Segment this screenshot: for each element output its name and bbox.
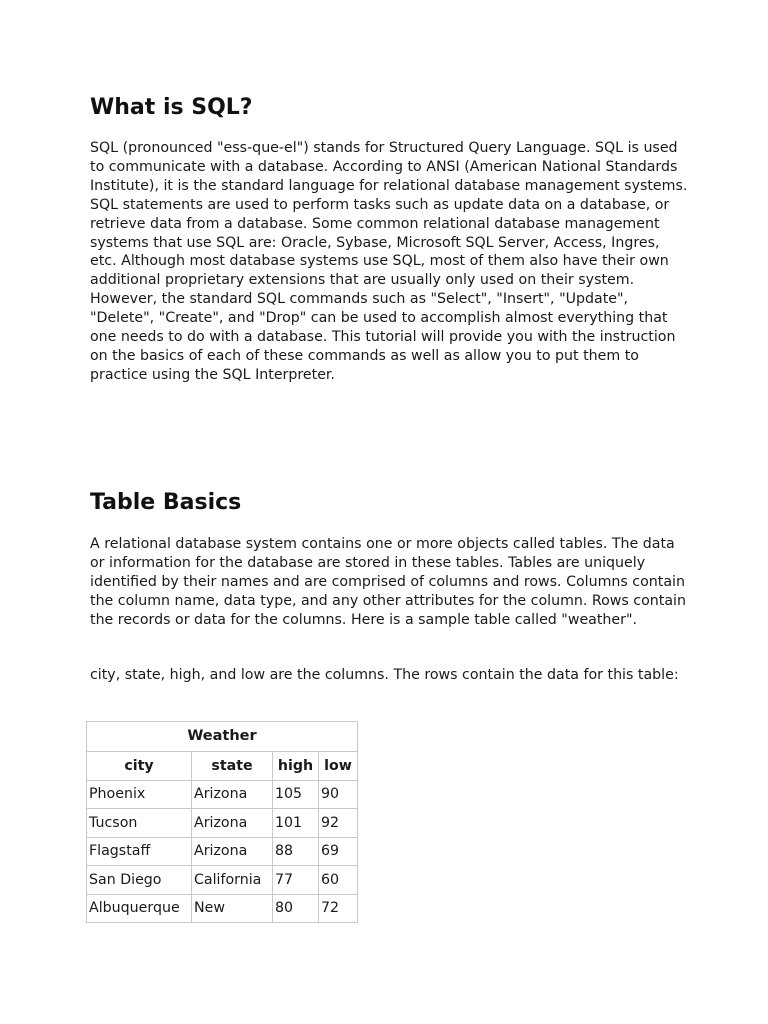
- cell-high: 101: [273, 809, 319, 838]
- cell-city: Tucson: [87, 809, 192, 838]
- cell-city: Albuquerque: [87, 894, 192, 923]
- cell-low: 72: [319, 894, 358, 923]
- cell-high: 105: [273, 780, 319, 809]
- section-heading-what-is-sql: What is SQL?: [90, 95, 253, 120]
- table-header-row: [87, 752, 358, 781]
- table-row: [87, 780, 358, 809]
- table-row: [87, 866, 358, 895]
- column-header-city: city: [87, 752, 192, 781]
- cell-low: 92: [319, 809, 358, 838]
- cell-high: 77: [273, 866, 319, 895]
- column-header-high: high: [273, 752, 319, 781]
- section-heading-table-basics: Table Basics: [90, 490, 242, 515]
- cell-low: 90: [319, 780, 358, 809]
- cell-state: Arizona: [192, 780, 273, 809]
- table-row: [87, 894, 358, 923]
- cell-state: New: [192, 894, 273, 923]
- table-caption: Weather: [86, 721, 358, 751]
- section-paragraph-what-is-sql: SQL (pronounced "ess-que-el") stands for Structured Query Language. SQL is used to communicate with a database. According to ANSI (American National Standards Institute), it is the standard language for relational database management systems. SQL statements are used to perform tasks such as update data on a database, or retrieve data from a database. Some common relational database management systems that use SQL are: Oracle, Sybase, Microsoft SQL Server, Access, Ingres, etc. Although most database systems use SQL, most of them also have their own additional proprietary extensions that are usually only used on their system. However, the standard SQL commands such as "Select", "Insert", "Update", "Delete", "Create", and "Drop" can be used to accomplish almost everything that one needs to do with a database. This tutorial will provide you with the instruction on the basics of each of these commands as well as allow you to put them to practice using the SQL Interpreter.: [90, 140, 688, 383]
- table-row: [87, 809, 358, 838]
- cell-low: 60: [319, 866, 358, 895]
- cell-city: Phoenix: [87, 780, 192, 809]
- cell-low: 69: [319, 837, 358, 866]
- cell-state: California: [192, 866, 273, 895]
- cell-city: Flagstaff: [87, 837, 192, 866]
- cell-city: San Diego: [87, 866, 192, 895]
- section-paragraph-columns-note: city, state, high, and low are the columns. The rows contain the data for this table:: [90, 667, 679, 683]
- cell-state: Arizona: [192, 809, 273, 838]
- cell-state: Arizona: [192, 837, 273, 866]
- cell-high: 80: [273, 894, 319, 923]
- section-paragraph-table-basics: A relational database system contains one or more objects called tables. The data or information for the database are stored in these tables. Tables are uniquely identified by their names and are comprised of columns and rows. Columns contain the column name, data type, and any other attributes for the column. Rows contain the records or data for the columns. Here is a sample table called "weather".: [90, 536, 686, 628]
- weather-table: [86, 721, 358, 923]
- table-row: [87, 837, 358, 866]
- cell-high: 88: [273, 837, 319, 866]
- column-header-state: state: [192, 752, 273, 781]
- column-header-low: low: [319, 752, 358, 781]
